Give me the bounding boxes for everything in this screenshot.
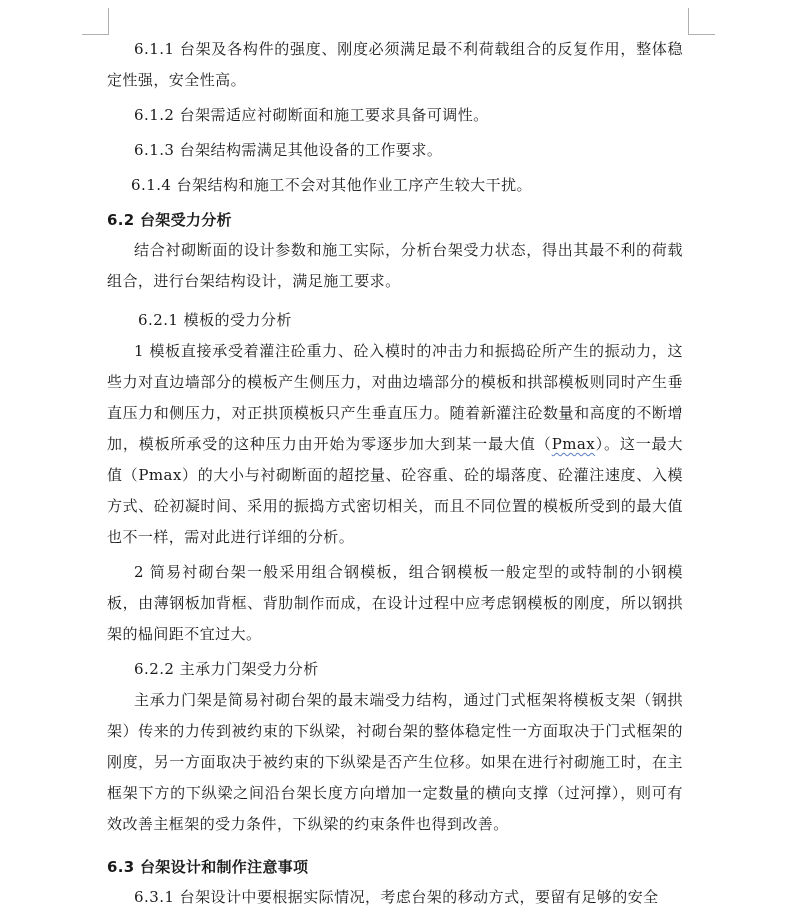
document-body[interactable]: [107, 34, 683, 913]
subheading-6-2-2: 6.2.2 主承力门架受力分析: [134, 660, 319, 678]
paragraph-6-3-1: 6.3.1 台架设计中要根据实际情况，考虑台架的移动方式，要留有足够的安全: [134, 888, 659, 906]
term-pmax-spellcheck: Pmax: [551, 435, 596, 453]
paragraph-6-2-intro: 结合衬砌断面的设计参数和施工实际，分析台架受力状态，得出其最不利的荷载组合，进行台架结构设计，满足施工要求。: [107, 241, 683, 290]
paragraph-6-2-2: 主承力门架是简易衬砌台架的最末端受力结构，通过门式框架将模板支架（钢拱架）传来的力传到被约束的下纵梁，衬砌台架的整体稳定性一方面取决于门式框架的刚度，另一方面取决于被约束的下纵梁是否产生位移。如果在进行衬砌施工时，在主框架下方的下纵梁之间沿台架长度方向增加一定数量的横向支撑（过河撑），则可有效改善主框架的受力条件，下纵梁的约束条件也得到改善。: [107, 691, 683, 833]
heading-6-2: 6.2 台架受力分析: [107, 211, 232, 229]
paragraph-6-2-1-item-1-end: ）。这一最大值（Pmax）的大小与衬砌断面的超挖量、砼容重、砼的塌落度、砼灌注速度、入模方式、砼初凝时间、采用的振捣方式密切相关，而且不同位置的模板所受到的最大值也不一样，需对此进行详细的分析。: [107, 435, 684, 546]
crop-mark-top-left: [82, 8, 109, 35]
paragraph-6-1-1: 6.1.1 台架及各构件的强度、刚度必须满足最不利荷载组合的反复作用，整体稳定性强，安全性高。: [107, 40, 683, 89]
paragraph-6-1-4: 6.1.4 台架结构和施工不会对其他作业工序产生较大干扰。: [131, 176, 532, 194]
crop-mark-top-right: [688, 8, 715, 35]
paragraph-6-1-2: 6.1.2 台架需适应衬砌断面和施工要求具备可调性。: [134, 106, 489, 124]
paragraph-6-2-1-item-2: 2 简易衬砌台架一般采用组合钢模板，组合钢模板一般定型的或特制的小钢模板，由薄钢板加背框、背肋制作而成，在设计过程中应考虑钢模板的刚度，所以钢拱架的榀间距不宜过大。: [107, 563, 683, 643]
heading-6-3: 6.3 台架设计和制作注意事项: [107, 858, 309, 876]
paragraph-6-2-1-item-1-start: 1 模板直接承受着灌注砼重力、砼入模时的冲击力和振捣砼所产生的振动力，这些力对直边墙部分的模板产生侧压力，对曲边墙部分的模板和拱部模板则同时产生垂直压力和侧压力，对正拱顶模板只产生垂直压力。随着新灌注砼数量和高度的不断增加，模板所承受的这种压力由开始为零逐步加大到某一最大值（: [107, 342, 683, 453]
paragraph-6-1-3: 6.1.3 台架结构需满足其他设备的工作要求。: [134, 141, 443, 159]
subheading-6-2-1: 6.2.1 模板的受力分析: [138, 311, 292, 329]
paragraph-6-2-1-item-1: [107, 336, 683, 553]
